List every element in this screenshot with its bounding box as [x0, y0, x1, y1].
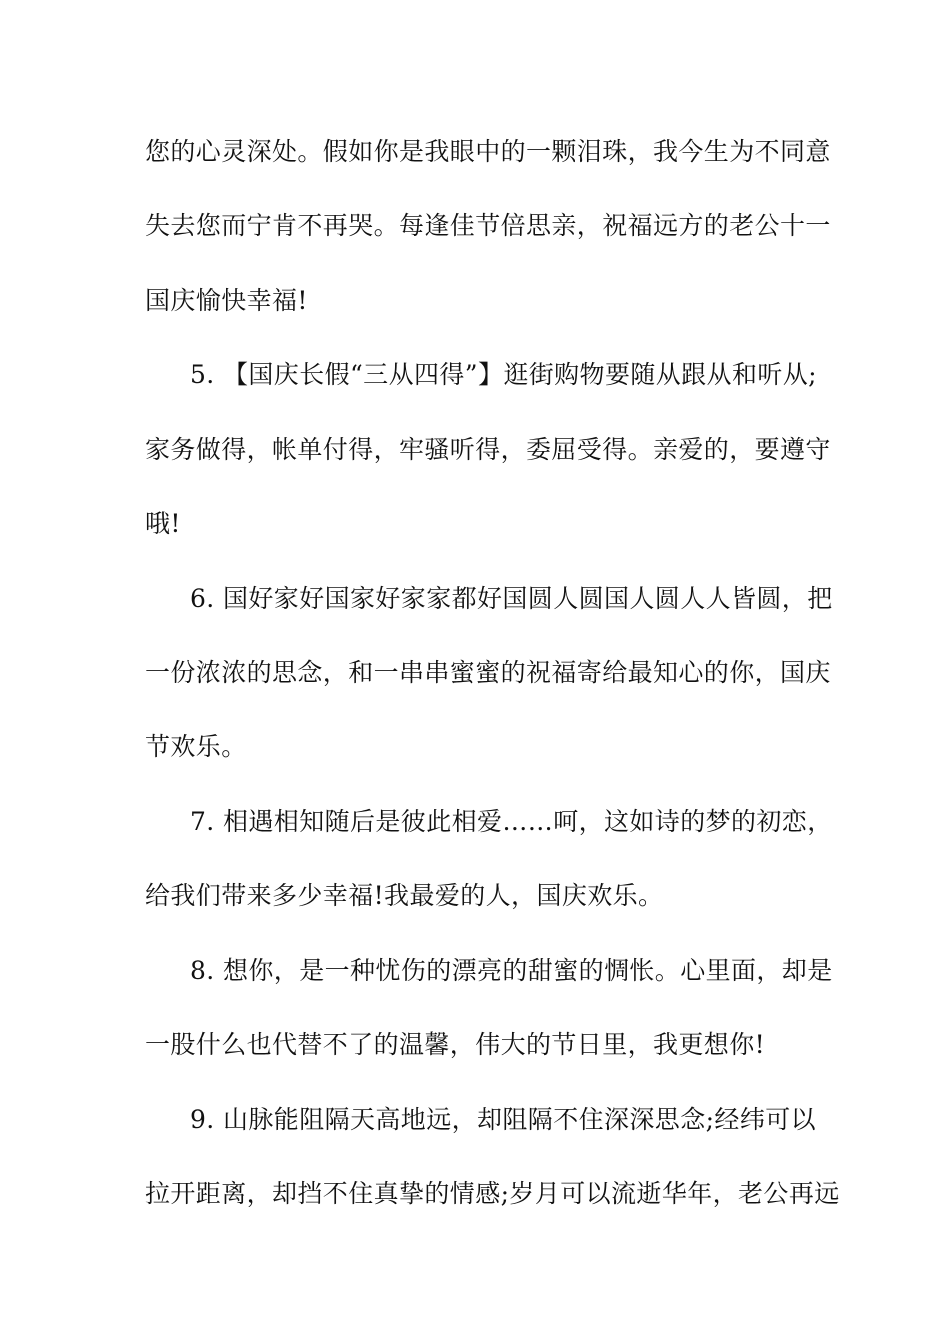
list-item-5-line: 5. 【国庆长假“三从四得”】逛街购物要随从跟从和听从; — [190, 360, 817, 389]
text-line: 一份浓浓的思念，和一串串蜜蜜的祝福寄给最知心的你，国庆 — [145, 658, 831, 687]
text-line: 给我们带来多少幸福!我最爱的人，国庆欢乐。 — [145, 881, 664, 910]
text-line: 节欢乐。 — [145, 732, 247, 761]
text-line: 家务做得，帐单付得，牢骚听得，委屈受得。亲爱的，要遵守 — [145, 435, 831, 464]
text-line: 您的心灵深处。假如你是我眼中的一颗泪珠，我今生为不同意 — [145, 137, 831, 166]
text-line: 一股什么也代替不了的温馨，伟大的节日里，我更想你! — [145, 1030, 766, 1059]
list-item-9-line: 9. 山脉能阻隔天高地远，却阻隔不住深深思念;经纬可以 — [190, 1105, 817, 1134]
text-line: 拉开距离，却挡不住真挚的情感;岁月可以流逝华年，老公再远 — [145, 1179, 840, 1208]
text-line: 失去您而宁肯不再哭。每逢佳节倍思亲，祝福远方的老公十一 — [145, 211, 831, 240]
list-item-8-line: 8. 想你，是一种忧伤的漂亮的甜蜜的惆怅。心里面，却是 — [190, 956, 833, 985]
text-line: 哦! — [145, 509, 181, 538]
list-item-7-line: 7. 相遇相知随后是彼此相爱……呵，这如诗的梦的初恋， — [190, 807, 833, 836]
list-item-6-line: 6. 国好家好国家好家家都好国圆人圆国人圆人人皆圆，把 — [190, 584, 833, 613]
text-line: 国庆愉快幸福! — [145, 286, 308, 315]
